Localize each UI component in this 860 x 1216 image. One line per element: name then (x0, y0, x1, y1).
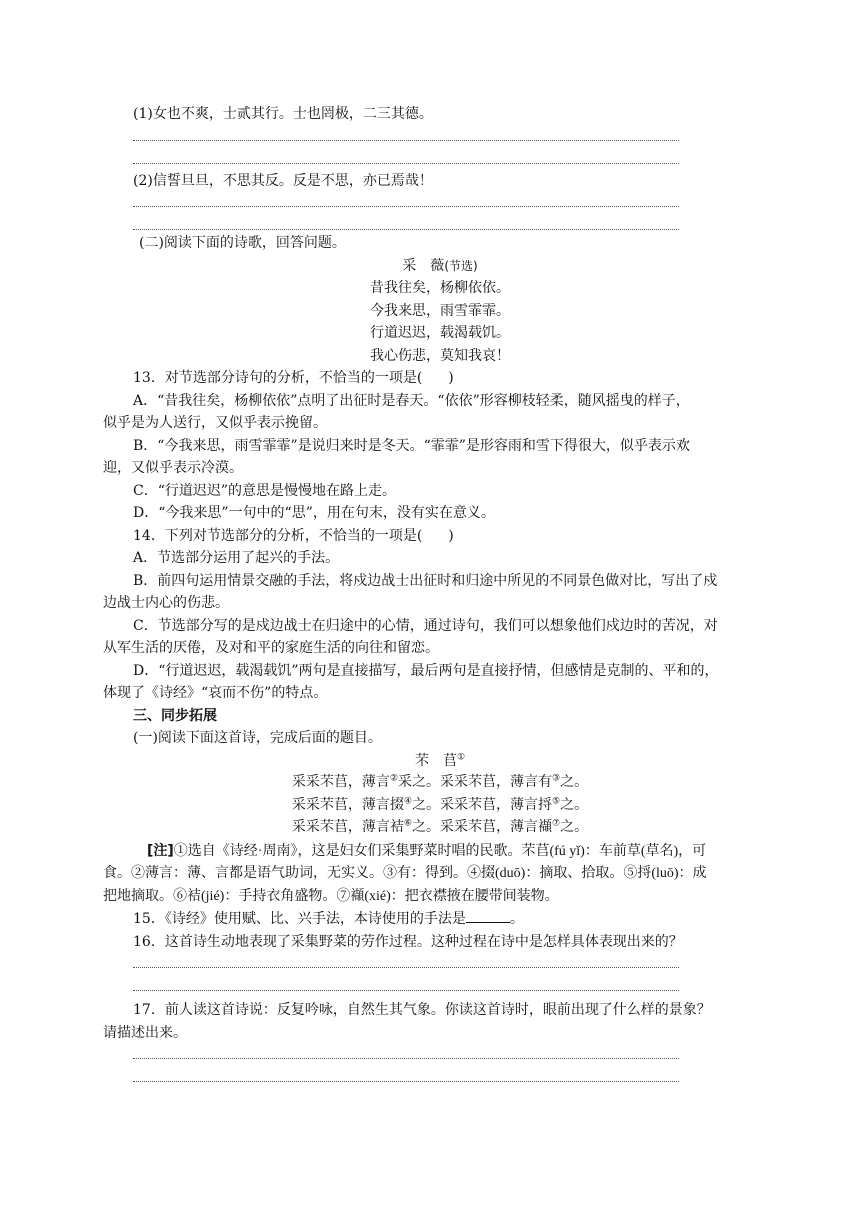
question-17: 17．前人读这首诗说：反复吟咏，自然生其气象。你读这首诗时，眼前出现了什么样的景象？ (133, 1002, 711, 1018)
question-17-cont: 请描述出来。 (103, 1024, 187, 1041)
note: [注]①选自《诗经·周南》，这是妇女们采集野菜时唱的民歌。芣苢(fú yǐ)：车前草(草名)，可 (147, 842, 707, 859)
poem-line: 今我来思，雨雪霏霏。 (370, 302, 510, 319)
option-b-cont: 边战士内心的伤悲。 (103, 595, 229, 611)
poem-line: 采采芣苢，薄言②采之。采采芣苢，薄言有③之。 (291, 772, 589, 790)
poem-title: 芣 苢① (414, 751, 466, 769)
question-15: 15．《诗经》使用赋、比、兴手法，本诗使用的手法是 。 (133, 911, 524, 927)
option-b: B．“今我来思，雨雪霏霏”是说归来时是冬天。“霏霏”是形容雨和雪下得很大，似乎表示欢 (133, 437, 690, 454)
option-a-cont: 似乎是为人送行，又似乎表示挽留。 (103, 415, 327, 431)
answer-line (133, 1081, 679, 1082)
question-1: (1)女也不爽，士贰其行。士也罔极，二三其德。 (133, 106, 433, 122)
option-b-cont: 迎，又似乎表示冷漠。 (103, 460, 243, 476)
option-d: D．“今我来思”一句中的“思”，用在句末，没有实在意义。 (133, 505, 495, 521)
poem-line: 昔我往矣，杨柳依依。 (370, 280, 510, 296)
option-a: A．“昔我往矣，杨柳依依”点明了出征时是春天。“依依”形容柳枝轻柔，随风摇曳的样子， (133, 392, 690, 409)
option-d-cont: 体现了《诗经》“哀而不伤”的特点。 (103, 685, 328, 701)
question-2: (2)信誓旦旦，不思其反。反是不思，亦已焉哉！ (133, 172, 433, 189)
option-b: B．前四句运用情景交融的手法，将戍边战士出征时和归途中所见的不同景色做对比，写出了戍 (133, 572, 718, 589)
poem-line: 采采芣苢，薄言掇④之。采采芣苢，薄言捋⑤之。 (291, 794, 589, 813)
section-3-intro: (一)阅读下面这首诗，完成后面的题目。 (133, 730, 382, 746)
note-cont: 把地摘取。⑥袺(jié)：手持衣角盛物。⑦襭(xié)：把衣襟掖在腰带间装物。 (103, 888, 559, 904)
question-16: 16．这首诗生动地表现了采集野菜的劳作过程。这种过程在诗中是怎样具体表现出来的？ (133, 933, 683, 950)
note-cont: 食。②薄言：薄、言都是语气助词，无实义。③有：得到。④掇(duō)：摘取、拾取。⑤捋(luō)：成 (103, 866, 707, 881)
option-c: C．节选部分写的是戍边战士在归途中的心情，通过诗句，我们可以想象他们戍边时的苦况，对 (133, 617, 718, 634)
question-13-stem: 13．对节选部分诗句的分析，不恰当的一项是( ) (133, 370, 454, 386)
poem-title: 采 薇(节选) (402, 257, 478, 274)
poem-line: 行道迟迟，载渴载饥。 (370, 325, 510, 341)
poem-line: 我心伤悲，莫知我哀！ (370, 347, 510, 364)
question-14-stem: 14．下列对节选部分的分析，不恰当的一项是( ) (133, 527, 454, 544)
answer-blank[interactable] (466, 910, 510, 923)
option-c: C．“行道迟迟”的意思是慢慢地在路上走。 (133, 482, 397, 499)
section-3-title: 三、同步拓展 (133, 707, 217, 724)
section-2-intro: (二)阅读下面的诗歌，回答问题。 (139, 235, 346, 251)
poem-line: 采采芣苢，薄言袺⑥之。采采芣苢，薄言襭⑦之。 (291, 817, 589, 835)
option-a: A．节选部分运用了起兴的手法。 (133, 550, 340, 566)
option-d: D．“行道迟迟，载渴载饥”两句是直接描写，最后两句是直接抒情，但感情是克制的、平和的， (133, 662, 719, 679)
option-c-cont: 从军生活的厌倦，及对和平的家庭生活的向往和留恋。 (103, 640, 439, 656)
